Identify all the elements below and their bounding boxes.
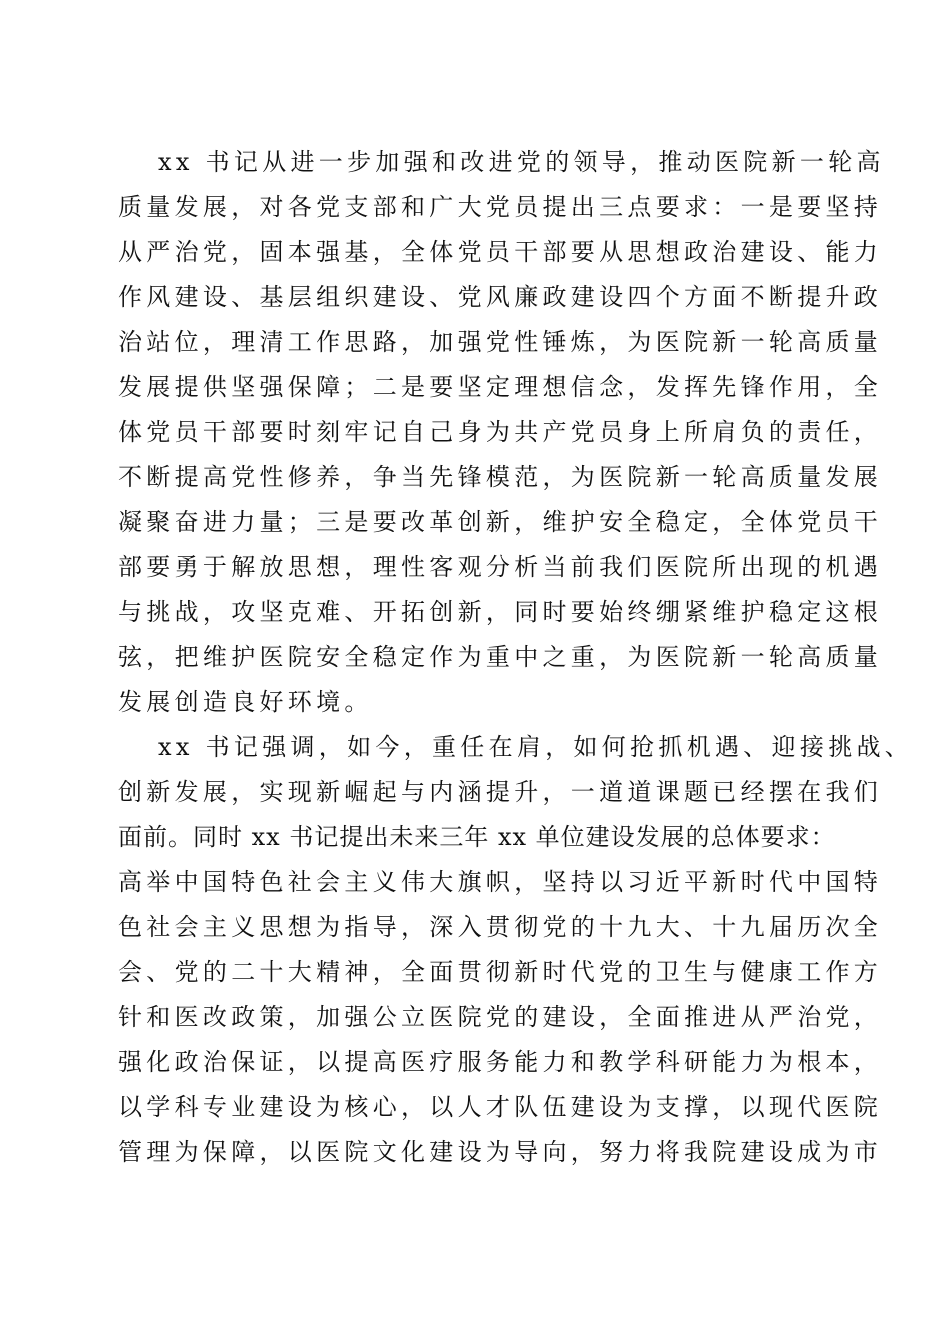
document-body [118, 140, 914, 1175]
paragraph-1-line-8: 不断提高党性修养，争当先锋模范，为医院新一轮高质量发展 [118, 463, 883, 491]
paragraph-1-line-3: 从严治党，固本强基，全体党员干部要从思想政治建设、能力 [118, 238, 883, 266]
paragraph-2-line-8: 强化政治保证，以提高医疗服务能力和教学科研能力为根本， [118, 1048, 883, 1076]
paragraph-1-line-5: 治站位，理清工作思路，加强党性锤炼，为医院新一轮高质量 [118, 328, 883, 356]
paragraph-2-line-10: 管理为保障，以医院文化建设为导向，努力将我院建设成为市 [118, 1138, 883, 1166]
paragraph-2-line-6: 会、党的二十大精神，全面贯彻新时代党的卫生与健康工作方 [118, 958, 883, 986]
paragraph-1-line-13: 发展创造良好环境。 [118, 688, 373, 716]
paragraph-2-line-7: 针和医改政策，加强公立医院党的建设，全面推进从严治党， [118, 1003, 883, 1031]
paragraph-1-line-2: 质量发展，对各党支部和广大党员提出三点要求：一是要坚持 [118, 193, 883, 221]
paragraph-2-line-4: 高举中国特色社会主义伟大旗帜，坚持以习近平新时代中国特 [118, 868, 883, 896]
paragraph-1-line-6: 发展提供坚强保障；二是要坚定理想信念，发挥先锋作用，全 [118, 373, 883, 401]
paragraph-1-line-7: 体党员干部要时刻牢记自己身为共产党员身上所肩负的责任， [118, 418, 883, 446]
paragraph-1-line-9: 凝聚奋进力量；三是要改革创新，维护安全稳定，全体党员干 [118, 508, 883, 536]
paragraph-1-line-1: xx 书记从进一步加强和改进党的领导，推动医院新一轮高 [158, 148, 885, 176]
paragraph-1-line-12: 弦，把维护医院安全稳定作为重中之重，为医院新一轮高质量 [118, 643, 883, 671]
paragraph-2-line-9: 以学科专业建设为核心，以人才队伍建设为支撑，以现代医院 [118, 1093, 883, 1121]
paragraph-2-line-3: 面前。同时 xx 书记提出未来三年 xx 单位建设发展的总体要求： [118, 823, 836, 851]
paragraph-2-line-1: xx 书记强调，如今，重任在肩，如何抢抓机遇、迎接挑战、 [158, 733, 914, 761]
paragraph-1-line-4: 作风建设、基层组织建设、党风廉政建设四个方面不断提升政 [118, 283, 883, 311]
paragraph-2-line-5: 色社会主义思想为指导，深入贯彻党的十九大、十九届历次全 [118, 913, 883, 941]
paragraph-1-line-10: 部要勇于解放思想，理性客观分析当前我们医院所出现的机遇 [118, 553, 883, 581]
paragraph-1-line-11: 与挑战，攻坚克难、开拓创新，同时要始终绷紧维护稳定这根 [118, 598, 883, 626]
paragraph-2-line-2: 创新发展，实现新崛起与内涵提升，一道道课题已经摆在我们 [118, 778, 883, 806]
